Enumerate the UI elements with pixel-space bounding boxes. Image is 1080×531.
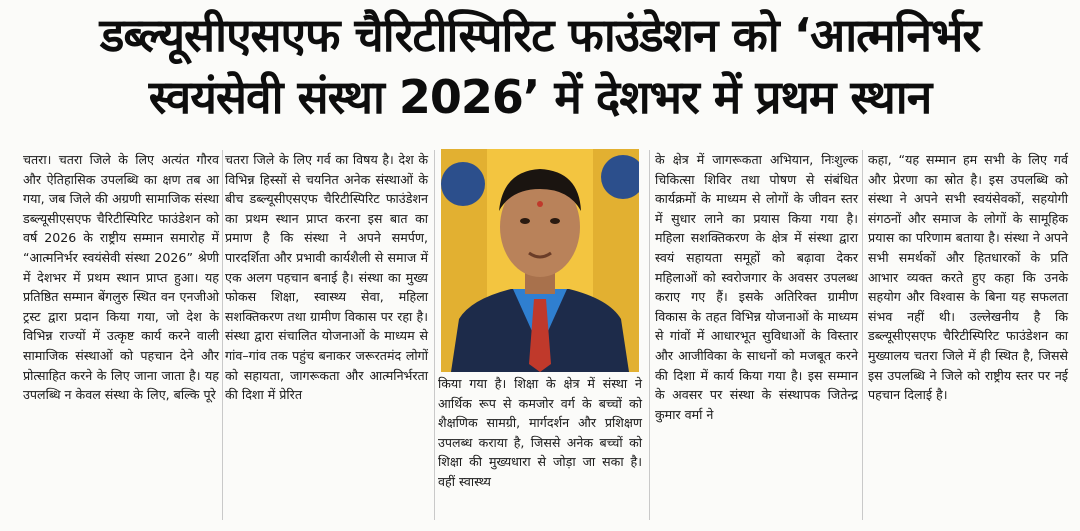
article-paragraph: कहा, “यह सम्मान हम सभी के लिए गर्व और प्रेरणा का स्रोत है। इस उपलब्धि को संस्था ने अपने सभी स्वयंसेवकों, सहयोगी संगठनों और समाज के लोगों के सामूहिक प्रयास का परिणाम बताया है। संस्था ने अपने सभी समर्थकों और हितधारकों के प्रति आभार व्यक्त करते हुए कहा कि उनके सहयोग और विश्वास के बिना यह सफलता संभव नहीं थी। उल्लेखनीय है कि डब्ल्यूसीएसएफ चैरिटीस्पिरिट फाउंडेशन का मुख्यालय चतरा जिले में ही स्थित है, जिससे इस उपलब्धि ने जिले को राष्ट्रीय स्तर पर नई पहचान दिलाई है। — [868, 152, 1068, 403]
column-divider — [222, 150, 223, 520]
tilak-mark — [537, 201, 543, 207]
article-paragraph: चतरा। चतरा जिले के लिए अत्यंत गौरव और ऐतिहासिक उपलब्धि का क्षण तब आ गया, जब जिले की अग्रणी सामाजिक संस्था डब्ल्यूसीएसएफ चैरिटीस्पिरिट फाउंडेशन को वर्ष 2026 के राष्ट्रीय सम्मान समारोह में “आत्मनिर्भर स्वयंसेवी संस्था 2026” श्रेणी में देशभर में प्रथम स्थान प्राप्त हुआ। यह प्रतिष्ठित सम्मान बेंगलुरु स्थित वन एनजीओ ट्रस्ट द्वारा प्रदान किया गया, जो देश के विभिन्न राज्यों में उत्कृष्ट कार्य करने वाली सामाजिक संस्थाओं को पहचान देने और प्रोत्साहित करने के लिए जाना जाता है। यह उपलब्धि न केवल संस्था के लिए, बल्कि पूरे — [23, 152, 219, 403]
column-divider — [862, 150, 863, 520]
headline-line-1: डब्ल्यूसीएसएफ चैरिटीस्पिरिट फाउंडेशन को ‘आत्मनिर्भर — [99, 8, 981, 62]
article-column-4 — [655, 150, 858, 424]
article-paragraph: के क्षेत्र में जागरूकता अभियान, निःशुल्क चिकित्सा शिविर तथा पोषण से संबंधित कार्यक्रमों के माध्यम से लोगों के जीवन स्तर में सुधार लाने का प्रयास किया गया है। महिला सशक्तिकरण के क्षेत्र में संस्था द्वारा स्वयं सहायता समूहों को बढ़ावा देकर महिलाओं को स्वरोजगार के अवसर उपलब्ध कराए गए हैं। इसके अतिरिक्त ग्रामीण विकास के तहत विभिन्न योजनाओं के माध्यम से गांवों में आधारभूत सुविधाओं के विस्तार और आजीविका के साधनों को मजबूत करने की दिशा में कार्य किया गया है। इस सम्मान के अवसर पर संस्था के संस्थापक जितेन्द्र कुमार वर्मा ने — [655, 152, 858, 422]
portrait-photo-icon — [441, 149, 639, 372]
article-column-5 — [868, 150, 1068, 405]
column-divider — [434, 150, 435, 520]
article-column-2 — [225, 150, 428, 405]
left-eye — [520, 218, 530, 224]
article-column-3 — [438, 374, 642, 492]
column-divider — [649, 150, 650, 520]
headline-line-2: स्वयंसेवी संस्था 2026’ में देशभर में प्रथम स्थान — [148, 70, 932, 124]
portrait-photo — [441, 149, 639, 372]
right-eye — [550, 218, 560, 224]
article-paragraph: चतरा जिले के लिए गर्व का विषय है। देश के विभिन्न हिस्सों से चयनित अनेक संस्थाओं के बीच डब्ल्यूसीएसएफ चैरिटीस्पिरिट फाउंडेशन का प्रथम स्थान प्राप्त करना इस बात का प्रमाण है कि संस्था ने अपने समर्पण, पारदर्शिता और प्रभावी कार्यशैली से समाज में एक अलग पहचान बनाई है। संस्था का मुख्य फोकस शिक्षा, स्वास्थ्य सेवा, महिला सशक्तिकरण तथा ग्रामीण विकास पर रहा है। संस्था द्वारा संचालित योजनाओं के माध्यम से गांव–गांव तक पहुंच बनाकर जरूरतमंद लोगों को सहायता, जागरूकता और आत्मनिर्भरता की दिशा में प्रेरित — [225, 152, 428, 403]
article-column-1 — [23, 150, 219, 405]
article-paragraph: किया गया है। शिक्षा के क्षेत्र में संस्था ने आर्थिक रूप से कमजोर वर्ग के बच्चों को शैक्षणिक सामग्री, मार्गदर्शन और प्रशिक्षण उपलब्ध कराया है, जिससे अनेक बच्चों को शिक्षा की मुख्यधारा से जोड़ा जा सका है। वहीं स्वास्थ्य — [438, 376, 642, 489]
headline — [0, 4, 1080, 128]
banner-logo-left — [441, 162, 485, 206]
